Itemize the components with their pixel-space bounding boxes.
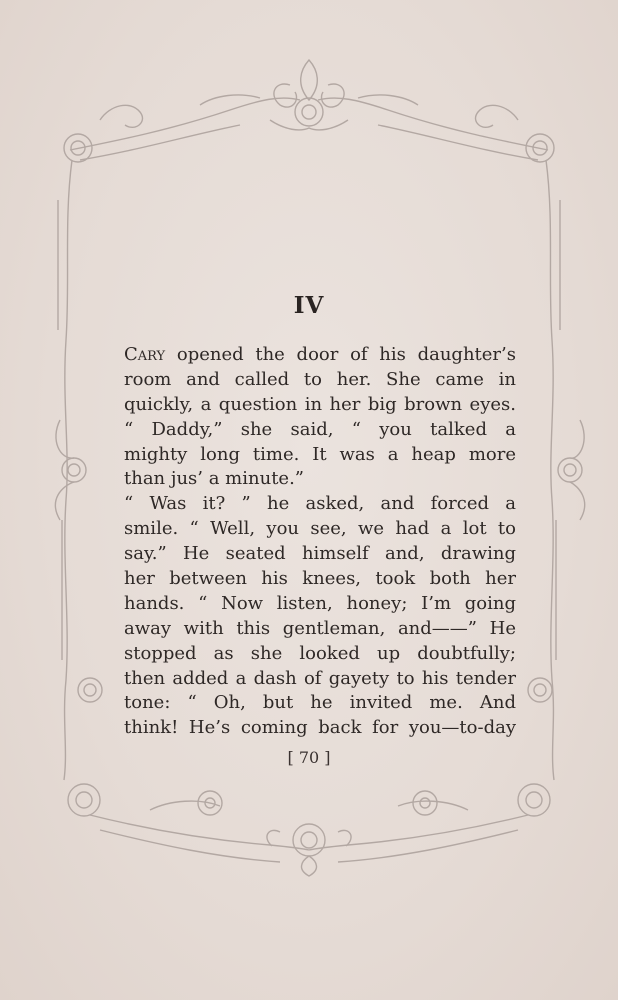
text-line: mighty long time. It was a heap more <box>124 443 516 465</box>
text-line: hands. “ Now listen, honey; I’m going <box>124 592 516 614</box>
drop-word: Cary <box>124 344 166 365</box>
text-line: say.” He seated himself and, drawing <box>124 543 516 565</box>
text-line: stopped as she looked up doubtfully; <box>124 642 516 664</box>
chapter-heading: IV <box>293 292 325 319</box>
body-text <box>124 343 516 741</box>
text-line: her between his knees, took both her <box>124 568 516 590</box>
text-line: smile. “ Well, you see, we had a lot to <box>124 518 516 540</box>
text-line: Cary opened the door of his daughter’s <box>124 344 516 365</box>
text-line: “ Daddy,” she said, “ you talked a <box>124 418 516 440</box>
text-line: “ Was it? ” he asked, and forced a <box>124 493 516 515</box>
page-number: [ 70 ] <box>287 748 331 767</box>
text-line: think! He’s coming back for you—to-day <box>124 717 516 739</box>
text-line: than jus’ a minute.” <box>124 468 304 490</box>
text-line: then added a dash of gayety to his tender <box>124 667 516 689</box>
text-line: quickly, a question in her big brown eyes. <box>124 393 516 415</box>
text-line: away with this gentleman, and——” He <box>124 617 516 639</box>
text-line: tone: “ Oh, but he invited me. And <box>124 692 516 714</box>
text-line: room and called to her. She came in <box>124 368 516 390</box>
